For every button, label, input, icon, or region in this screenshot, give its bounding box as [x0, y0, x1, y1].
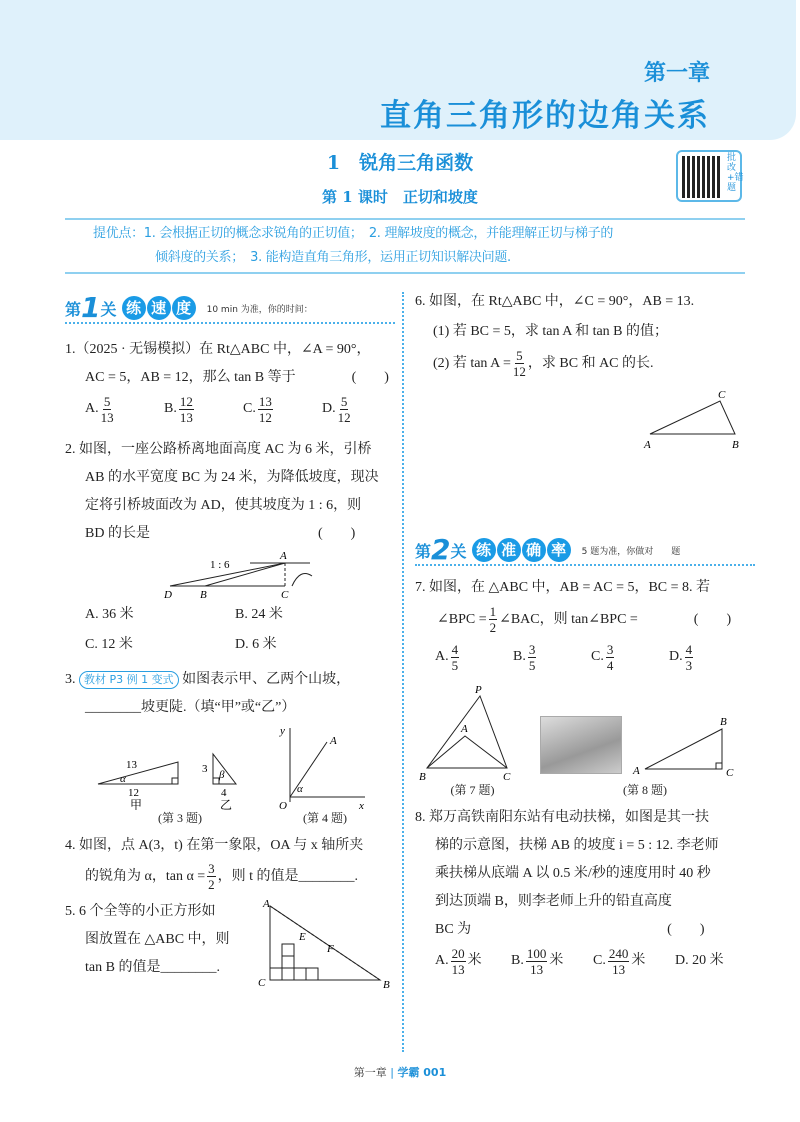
q2-option-a[interactable]: A. 36 米	[85, 607, 134, 622]
question-7: 7. 如图，在 △ABC 中，AB = AC = 5，BC = 8. 若 ∠BPC = $\frac{1}{2}$ ∠BAC，则 tan∠BPC = ( ) A. $\frac{4}{5}$ B. $\frac{3}{5}$ C. $\frac{3}{4}$ D. $\frac{4}{3}$	[415, 574, 755, 674]
svg-text:A: A	[263, 898, 270, 910]
stage-char: 速	[147, 296, 171, 320]
svg-text:x: x	[359, 800, 364, 810]
q2-options	[65, 600, 395, 660]
svg-text:A: A	[461, 723, 468, 735]
q8-option-c[interactable]: C. $\frac{240}{13}$ 米	[593, 945, 646, 977]
escalator-photo	[540, 716, 622, 774]
q8-line: 到达顶端 B，则李老师上升的铅直高度	[435, 894, 672, 909]
svg-text:A: A	[633, 765, 640, 777]
svg-text:E: E	[299, 931, 306, 943]
point-label: B	[200, 589, 207, 600]
question-5-row	[65, 898, 395, 990]
q2-line: 定将引桥坡面改为 AD，使其坡度为 1 : 6，则	[85, 498, 362, 513]
stage-suffix: 关	[100, 299, 117, 319]
q7-option-d[interactable]: D. $\frac{4}{3}$	[669, 641, 693, 673]
q2-line: BD 的长是 ( )	[85, 526, 356, 541]
stage-prefix: 第	[415, 541, 432, 561]
q8-line: BC 为 ( )	[435, 922, 705, 937]
svg-text:B: B	[419, 771, 426, 782]
q8-option-b[interactable]: B. $\frac{100}{13}$ 米	[511, 945, 564, 977]
q1-options	[65, 392, 395, 426]
objectives-line1: 提优点：1. 会根据正切的概念求锐角的正切值； 2. 理解坡度的概念，并能理解正切与梯子的	[93, 226, 614, 241]
stage2-header	[415, 533, 755, 566]
q3-caption: (第 3 题)	[158, 811, 202, 825]
q2-option-c[interactable]: C. 12 米	[85, 637, 133, 652]
q4-caption: (第 4 题)	[303, 811, 347, 825]
stage-char: 准	[497, 538, 521, 562]
q8-caption: (第 8 题)	[623, 783, 667, 797]
figures-3-4	[65, 722, 395, 826]
svg-text:12: 12	[128, 787, 139, 799]
svg-text:B: B	[720, 716, 727, 728]
q2-option-d[interactable]: D. 6 米	[235, 637, 277, 652]
svg-text:乙: 乙	[220, 798, 233, 810]
stage-hint: 5 题为准，你做对 题	[581, 546, 681, 557]
footer-page: 学霸 001	[397, 1066, 447, 1079]
question-1	[65, 336, 395, 426]
svg-text:O: O	[279, 800, 287, 810]
q8-option-a[interactable]: A. $\frac{20}{13}$ 米	[435, 945, 482, 977]
q1-line: AC = 5，AB = 12，那么 tan B 等于 ( )	[85, 370, 389, 385]
stage-number: 1	[81, 291, 101, 324]
q5-line: tan B 的值是________.	[85, 960, 220, 975]
q5-figure	[255, 898, 395, 990]
q1-option-b[interactable]: B. $\frac{12}{13}$	[164, 393, 193, 425]
q7-option-c[interactable]: C. $\frac{3}{4}$	[591, 641, 614, 673]
svg-text:B: B	[383, 979, 390, 990]
lesson-title: 第 1 课时 正切和坡度	[322, 188, 478, 206]
q2-option-b[interactable]: B. 24 米	[235, 607, 283, 622]
q5-line: 图放置在 △ABC 中，则	[85, 932, 230, 947]
question-6: 6. 如图，在 Rt△ABC 中，∠C = 90°，AB = 13. (1) 若 BC = 5，求 tan A 和 tan B 的值； (2) 若 tan A = $\frac{5}{12}$ ，求 BC 和 AC 的长.	[415, 288, 755, 382]
svg-text:3: 3	[202, 763, 208, 775]
svg-text:β: β	[219, 769, 225, 781]
point-label: C	[281, 589, 289, 600]
q8-option-d[interactable]: D. 20 米	[675, 953, 724, 968]
svg-text:A: A	[644, 439, 651, 451]
q7-line: 7. 如图，在 △ABC 中，AB = AC = 5，BC = 8. 若	[415, 580, 711, 595]
svg-text:A: A	[330, 735, 337, 747]
svg-text:α: α	[120, 773, 126, 785]
svg-text:F: F	[327, 943, 334, 955]
column-divider	[402, 292, 404, 1052]
svg-text:4: 4	[221, 787, 227, 799]
q6-part1: (1) 若 BC = 5，求 tan A 和 tan B 的值；	[433, 324, 669, 339]
q1-line: 1.（2025 · 无锡模拟）在 Rt△ABC 中，∠A = 90°，	[65, 342, 371, 357]
q6-line: 6. 如图，在 Rt△ABC 中，∠C = 90°，AB = 13.	[415, 294, 695, 309]
svg-text:C: C	[258, 977, 266, 989]
q5-line: 5. 6 个全等的小正方形如	[65, 904, 216, 919]
question-8	[415, 804, 755, 978]
svg-text:13: 13	[126, 759, 137, 771]
question-3	[65, 666, 395, 722]
figures-7-8	[415, 682, 755, 798]
svg-text:α: α	[297, 783, 303, 795]
left-column	[65, 291, 395, 990]
q3-line: 如图表示甲、乙两个山坡，	[182, 672, 351, 687]
q3-line: ________坡更陡.（填“甲”或“乙”）	[85, 700, 296, 715]
q7-figure-block	[415, 682, 530, 798]
qr-pattern	[682, 156, 722, 198]
q4-figure	[275, 722, 375, 810]
q2-line: AB 的水平宽度 BC 为 24 米，为降低坡度，现决	[85, 470, 379, 485]
stage-char: 率	[547, 538, 571, 562]
q7-figure	[415, 682, 525, 782]
point-label: D	[164, 589, 172, 600]
svg-text:B: B	[732, 439, 739, 451]
stage-char: 练	[122, 296, 146, 320]
section-title: 1 锐角三角函数	[326, 152, 474, 174]
q4-line: 4. 如图，点 A(3，t) 在第一象限，OA 与 x 轴所夹	[65, 838, 364, 853]
q1-option-a[interactable]: A. $\frac{5}{13}$	[85, 393, 114, 425]
q1-option-d[interactable]: D. $\frac{5}{12}$	[322, 393, 351, 425]
question-2	[65, 436, 395, 548]
q7-option-b[interactable]: B. $\frac{3}{5}$	[513, 641, 536, 673]
q1-option-c[interactable]: C. $\frac{13}{12}$	[243, 393, 272, 425]
q3-number: 3.	[65, 672, 76, 687]
objectives-line2: 倾斜度的关系； 3. 能构造直角三角形，运用正切知识解决问题.	[155, 250, 511, 265]
point-label: A	[280, 550, 287, 562]
stage-suffix: 关	[450, 541, 467, 561]
stage1-header	[65, 291, 395, 324]
svg-text:P: P	[475, 684, 482, 696]
svg-text:C: C	[726, 767, 734, 779]
q2-line: 2. 如图，一座公路桥离地面高度 AC 为 6 米，引桥	[65, 442, 372, 457]
q3-figure-block	[90, 726, 270, 826]
stage-prefix: 第	[65, 299, 82, 319]
q3-figure	[90, 726, 270, 810]
question-5	[65, 898, 255, 990]
qr-label: 批改+错题	[727, 153, 744, 193]
stage-char: 练	[472, 538, 496, 562]
svg-text:C: C	[718, 389, 726, 401]
chapter-label: 第一章	[643, 61, 710, 86]
question-4: 4. 如图，点 A(3，t) 在第一象限，OA 与 x 轴所夹 的锐角为 α，tan α = $\frac{3}{2}$ ，则 t 的值是________.	[65, 832, 395, 894]
svg-text:甲: 甲	[130, 798, 143, 810]
q7-options	[415, 640, 755, 674]
objectives	[65, 218, 745, 274]
q2-ratio-label: 1 : 6	[210, 559, 230, 571]
svg-text:C: C	[503, 771, 511, 782]
textbook-tag: 教材 P3 例 1 变式	[79, 671, 179, 689]
q8-figure-block	[540, 714, 750, 798]
q7-option-a[interactable]: A. $\frac{4}{5}$	[435, 641, 459, 673]
svg-text:y: y	[280, 725, 285, 737]
stage-char: 确	[522, 538, 546, 562]
chapter-title: 直角三角形的边角关系	[380, 98, 710, 134]
q8-figure	[630, 714, 745, 782]
q2-figure	[160, 548, 330, 600]
stage-number: 2	[431, 533, 451, 566]
q8-line: 梯的示意图，扶梯 AB 的坡度 i = 5 : 12. 李老师	[435, 838, 719, 853]
q8-line: 8. 郑万高铁南阳东站有电动扶梯，如图是其一扶	[415, 810, 709, 825]
qr-code[interactable]	[676, 150, 742, 202]
q8-options	[415, 944, 755, 978]
page-footer: 第一章 | 学霸 001	[353, 1066, 447, 1079]
stage-char: 度	[172, 296, 196, 320]
stage-hint: 10 min 为准，你的时间：	[206, 304, 313, 315]
footer-chapter: 第一章	[353, 1066, 387, 1079]
q7-caption: (第 7 题)	[450, 783, 495, 797]
q4-figure-block	[275, 722, 375, 826]
right-column	[415, 288, 755, 978]
q8-line: 乘扶梯从底端 A 以 0.5 米/秒的速度用时 40 秒	[435, 866, 711, 881]
q6-figure	[640, 386, 750, 451]
